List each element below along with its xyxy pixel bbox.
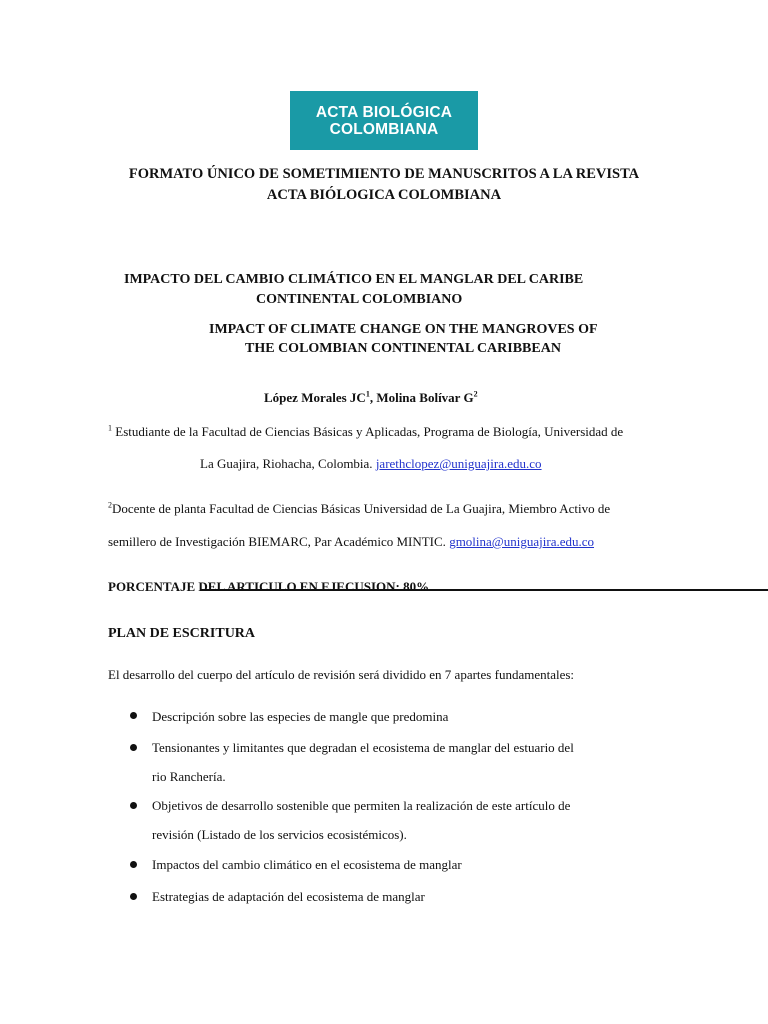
author-1: López Morales JC — [264, 390, 366, 405]
author-2-sup: 2 — [473, 389, 478, 399]
bullet-2-text-cont: rio Ranchería. — [152, 769, 226, 784]
bullet-4-text: Impactos del cambio climático en el ecosistema de manglar — [152, 857, 462, 872]
plan-intro: El desarrollo del cuerpo del artículo de revisión será dividido en 7 apartes fundamentales: — [108, 667, 575, 682]
affiliation-2-location: semillero de Investigación BIEMARC, Par Académico MINTIC. — [108, 534, 450, 549]
title-es-line-2: CONTINENTAL COLOMBIANO — [256, 292, 463, 307]
journal-logo — [290, 91, 478, 150]
bullet-3-text-cont: revisión (Listado de los servicios ecosistémicos). — [152, 827, 407, 842]
bullet-2-text: Tensionantes y limitantes que degradan el ecosistema de manglar del estuario del — [152, 740, 574, 755]
format-title-line-1: FORMATO ÚNICO DE SOMETIMIENTO DE MANUSCRITOS A LA REVISTA — [128, 166, 640, 182]
affiliation-1-line-2 — [200, 456, 542, 472]
bullet-5-text: Estrategias de adaptación del ecosistema de manglar — [152, 889, 425, 904]
affiliation-2-line-2 — [108, 534, 594, 550]
logo-line-2: COLOMBIANA — [329, 120, 439, 138]
bullet-3-text: Objetivos de desarrollo sostenible que permiten la realización de este artículo de — [152, 798, 571, 813]
affiliation-2-sup: 2 — [108, 500, 112, 510]
affiliation-2-line-1 — [108, 501, 610, 517]
affiliation-1-email-link[interactable]: jarethclopez@uniguajira.edu.co — [375, 456, 542, 471]
bullet-icon — [130, 861, 137, 868]
plan-heading: PLAN DE ESCRITURA — [108, 626, 256, 641]
title-en-line-1: IMPACT OF CLIMATE CHANGE ON THE MANGROVES OF — [209, 322, 598, 337]
horizontal-rule — [200, 589, 768, 591]
title-en-line-2: THE COLOMBIAN CONTINENTAL CARIBBEAN — [245, 341, 561, 356]
bullet-1-text: Descripción sobre las especies de mangle que predomina — [152, 709, 449, 724]
title-es-line-1: IMPACTO DEL CAMBIO CLIMÁTICO EN EL MANGLAR DEL CARIBE — [124, 272, 584, 287]
bullet-icon — [130, 893, 137, 900]
affiliation-1-sup: 1 — [108, 423, 112, 433]
author-separator: , — [369, 390, 377, 405]
authors — [264, 390, 478, 406]
bullet-icon — [130, 802, 137, 809]
bullet-icon — [130, 744, 137, 751]
format-title-line-2: ACTA BIÓLOGICA COLOMBIANA — [266, 187, 502, 203]
bullet-icon — [130, 712, 137, 719]
affiliation-1-line-1 — [108, 424, 623, 440]
percentage-text: PORCENTAJE DEL ARTICULO EN EJECUSION: 80% — [108, 579, 430, 594]
affiliation-2-email-link[interactable]: gmolina@uniguajira.edu.co — [449, 534, 595, 549]
affiliation-1-text: Estudiante de la Facultad de Ciencias Básicas y Aplicadas, Programa de Biología, Universidad de — [112, 424, 624, 439]
affiliation-2-text: Docente de planta Facultad de Ciencias Básicas Universidad de La Guajira, Miembro Activo de — [112, 501, 611, 516]
affiliation-1-location: La Guajira, Riohacha, Colombia. — [200, 456, 376, 471]
author-1-sup: 1 — [365, 389, 370, 399]
author-2: Molina Bolívar G — [376, 390, 474, 405]
logo-line-1: ACTA BIOLÓGICA — [315, 103, 453, 121]
